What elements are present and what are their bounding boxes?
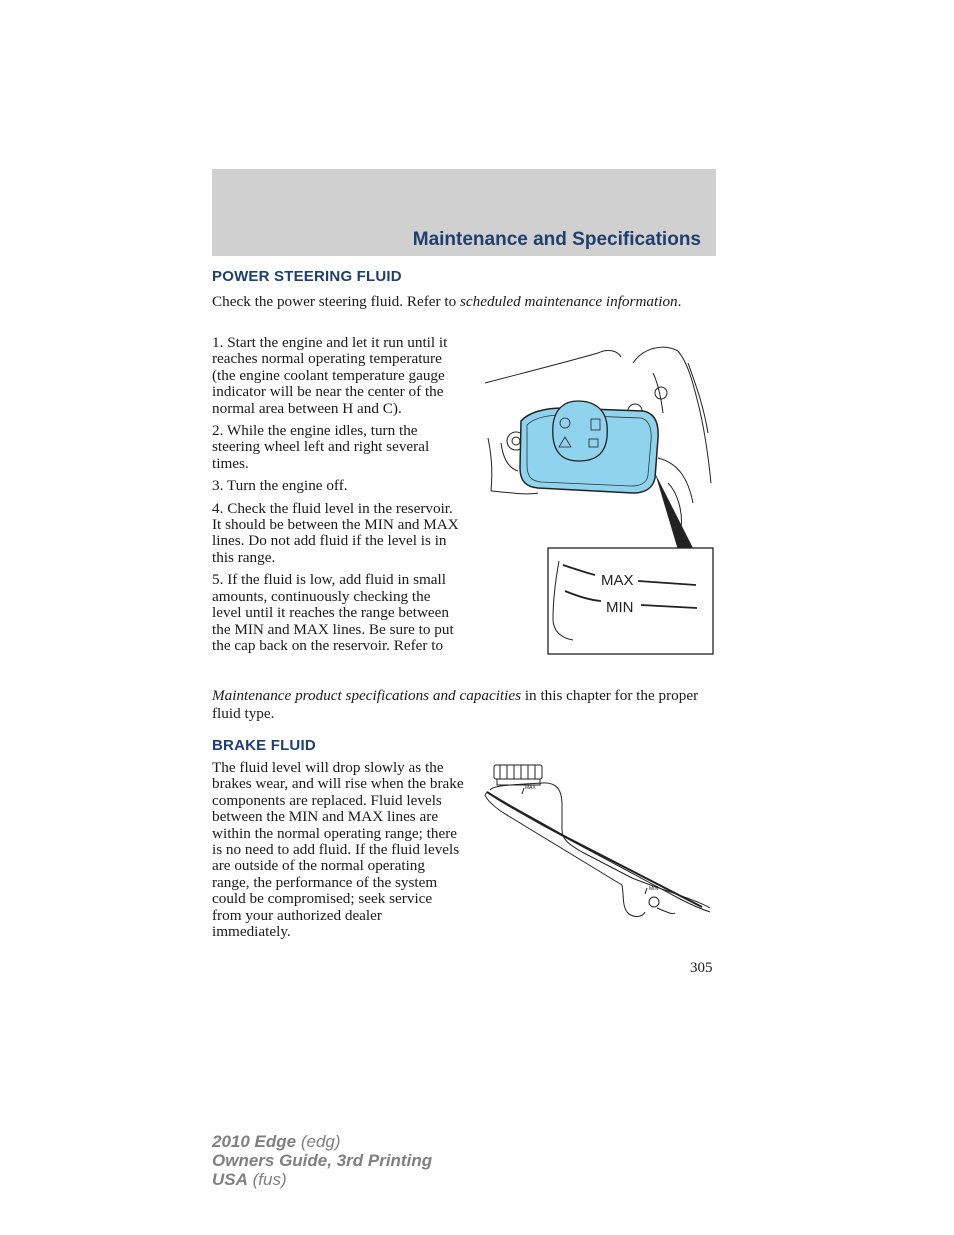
tail-text: in this chapter for the proper fluid type.: [212, 687, 699, 722]
footer-model: 2010 Edge: [212, 1132, 297, 1151]
intro-text: Check the power steering fluid. Refer to: [212, 293, 460, 310]
power-steering-reservoir-illustration: [483, 343, 718, 658]
step-4: 4. Check the fluid level in the reservoir. It should be between the MIN and MAX lines. Do not add fluid if the level is in this range.: [212, 499, 459, 566]
brake-fluid-text: The fluid level will drop slowly as the brakes wear, and will rise when the brake components are replaced. Fluid levels between the MIN and MAX lines are within the normal operating range; there is no need to add fluid. If the fluid levels are outside of the normal operating range, the performance of the system could be compromised; seek service from your authorized dealer immediately.: [212, 759, 464, 941]
tail-reference: Maintenance product specifications and capacities: [212, 687, 522, 704]
brake-fluid-heading: BRAKE FLUID: [212, 737, 316, 754]
power-steering-heading: POWER STEERING FLUID: [212, 268, 402, 285]
footer-line-3: [212, 1170, 432, 1189]
footer-line-1: [212, 1132, 432, 1151]
intro-reference: scheduled maintenance information: [459, 293, 678, 310]
page-number: 305: [690, 960, 713, 976]
max-mark-label: MAX: [525, 785, 536, 791]
brake-fluid-reservoir-illustration: [482, 760, 717, 920]
step-1: 1. Start the engine and let it run until it reaches normal operating temperature (the engine coolant temperature gauge indicator will be near the center of the normal area between H and C).: [212, 334, 448, 417]
section-header-band: [212, 169, 716, 256]
section-title: Maintenance and Specifications: [412, 229, 701, 250]
footer-line-2: Owners Guide, 3rd Printing: [212, 1151, 433, 1170]
power-steering-tail: [212, 687, 722, 723]
intro-period: .: [677, 293, 682, 310]
max-label: MAX: [601, 572, 634, 589]
step-2: 2. While the engine idles, turn the steering wheel left and right several times.: [212, 422, 430, 472]
footer-region-code: (fus): [247, 1170, 287, 1189]
step-5: 5. If the fluid is low, add fluid in small amounts, continuously checking the level until it reaches the range between the MIN and MAX lines. Be sure to put the cap back on the reservoir. Refer to: [212, 571, 454, 654]
footer-region: USA: [212, 1170, 248, 1189]
document-footer: [212, 1132, 432, 1189]
power-steering-steps: [212, 335, 462, 660]
footer-model-code: (edg): [296, 1132, 341, 1151]
min-mark-label: MIN: [649, 886, 659, 892]
reservoir-cap: [553, 401, 608, 461]
step-3: 3. Turn the engine off.: [212, 477, 348, 495]
min-label: MIN: [606, 599, 634, 616]
power-steering-intro: [212, 294, 682, 310]
